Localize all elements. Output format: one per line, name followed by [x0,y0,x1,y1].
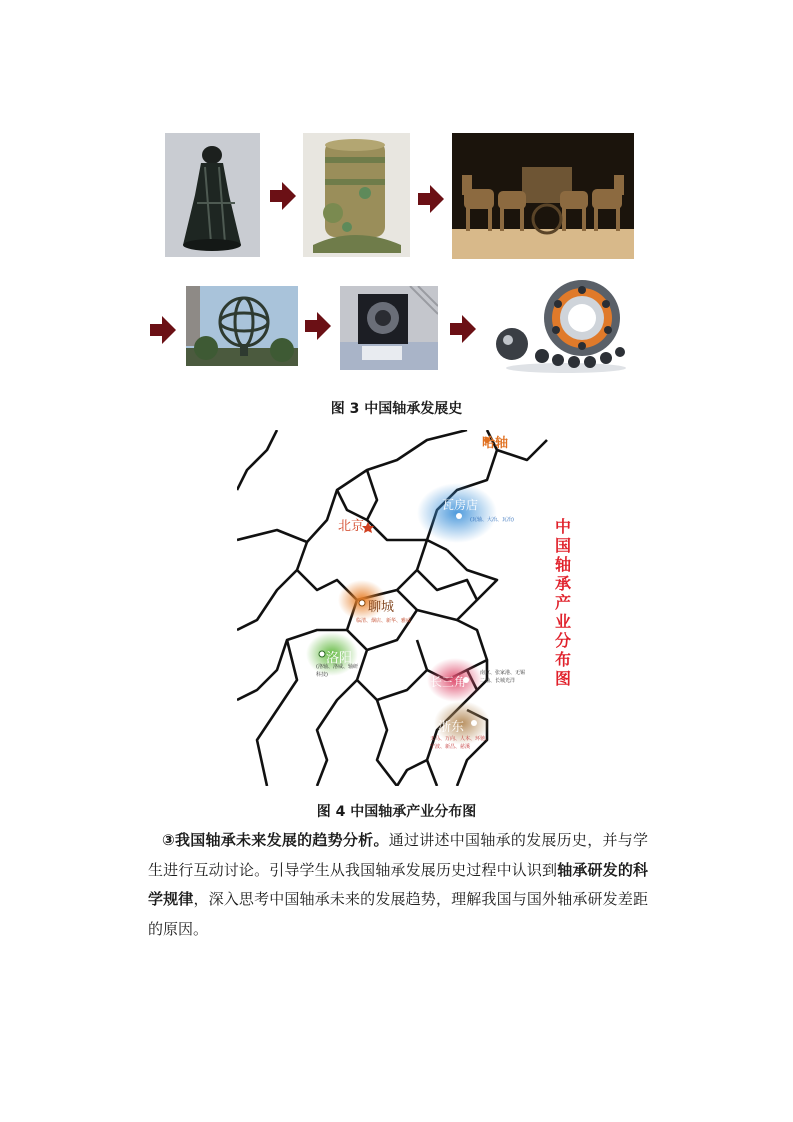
luoyang-label: 洛阳 [326,651,353,666]
liaocheng-label: 聊城 [368,600,395,615]
bronze-axle-artifact-photo [303,133,410,257]
map-vertical-title: 中国轴承产业分布图 [554,517,571,688]
paragraph-text-2: ，深入思考中国轴承未来的发展趋势，理解我国与国外轴承研发差距的原因。 [148,890,648,938]
china-province-map-icon [237,430,589,786]
bell-artifact-icon [165,133,260,257]
armillary-icon [186,286,298,366]
bearing-industry-map [237,430,589,786]
terracotta-chariot-photo [452,133,634,259]
zhedong-companies: 天马、万向、人本、环驰、宁波、新昌、慈溪 [430,736,491,750]
liaocheng-companies: 临清、烟店、新华、雅威 [356,618,412,624]
paragraph-heading-bold: ③我国轴承未来发展的趋势分析。 [162,831,389,849]
armillary-sphere-photo [186,286,298,366]
paragraph-text-1: 通过讲述中国轴承的发展历史，并与学生进行互动讨论。引导学生从我国轴承发展历史过程中认识到 [148,831,648,879]
arrow-right-icon-2 [418,185,444,213]
body-paragraph [148,826,648,944]
ball-bearing-icon [486,274,630,374]
arrow-right-icon-3 [150,316,176,344]
harbin-label: 哈轴 [482,436,509,451]
wafangdian-companies: (瓦轴、大冶、瓦冶) [470,517,514,523]
bronze-cylinder-icon [303,133,410,257]
figure3-caption: 图 3 中国轴承发展史 [330,401,463,417]
modern-ball-bearing-photo [486,274,630,374]
zhedong-label: 浙东 [438,720,465,735]
arrow-right-icon-5 [450,315,476,343]
beijing-label: 北京 [338,519,365,534]
horse-chariot-icon [452,133,634,259]
ancient-bell-bearing-photo [165,133,260,257]
arrow-right-icon-4 [305,312,331,340]
luoyang-companies: (洛轴、洛威、轴研科技) [316,664,358,678]
changsanjiao-label: 长三角 [430,675,467,689]
wafangdian-label: 瓦房店 [442,498,479,512]
museum-bearing-exhibit-photo [340,286,438,370]
paragraph-bold-phrase: 轴承研发的科学规律 [148,860,648,908]
display-case-icon [340,286,438,370]
changsanjiao-companies: 南京、张家港、无锡二轴、长城光洋 [480,670,526,684]
figure4-caption: 图 4 中国轴承产业分布图 [316,804,477,820]
arrow-right-icon-1 [270,182,296,210]
